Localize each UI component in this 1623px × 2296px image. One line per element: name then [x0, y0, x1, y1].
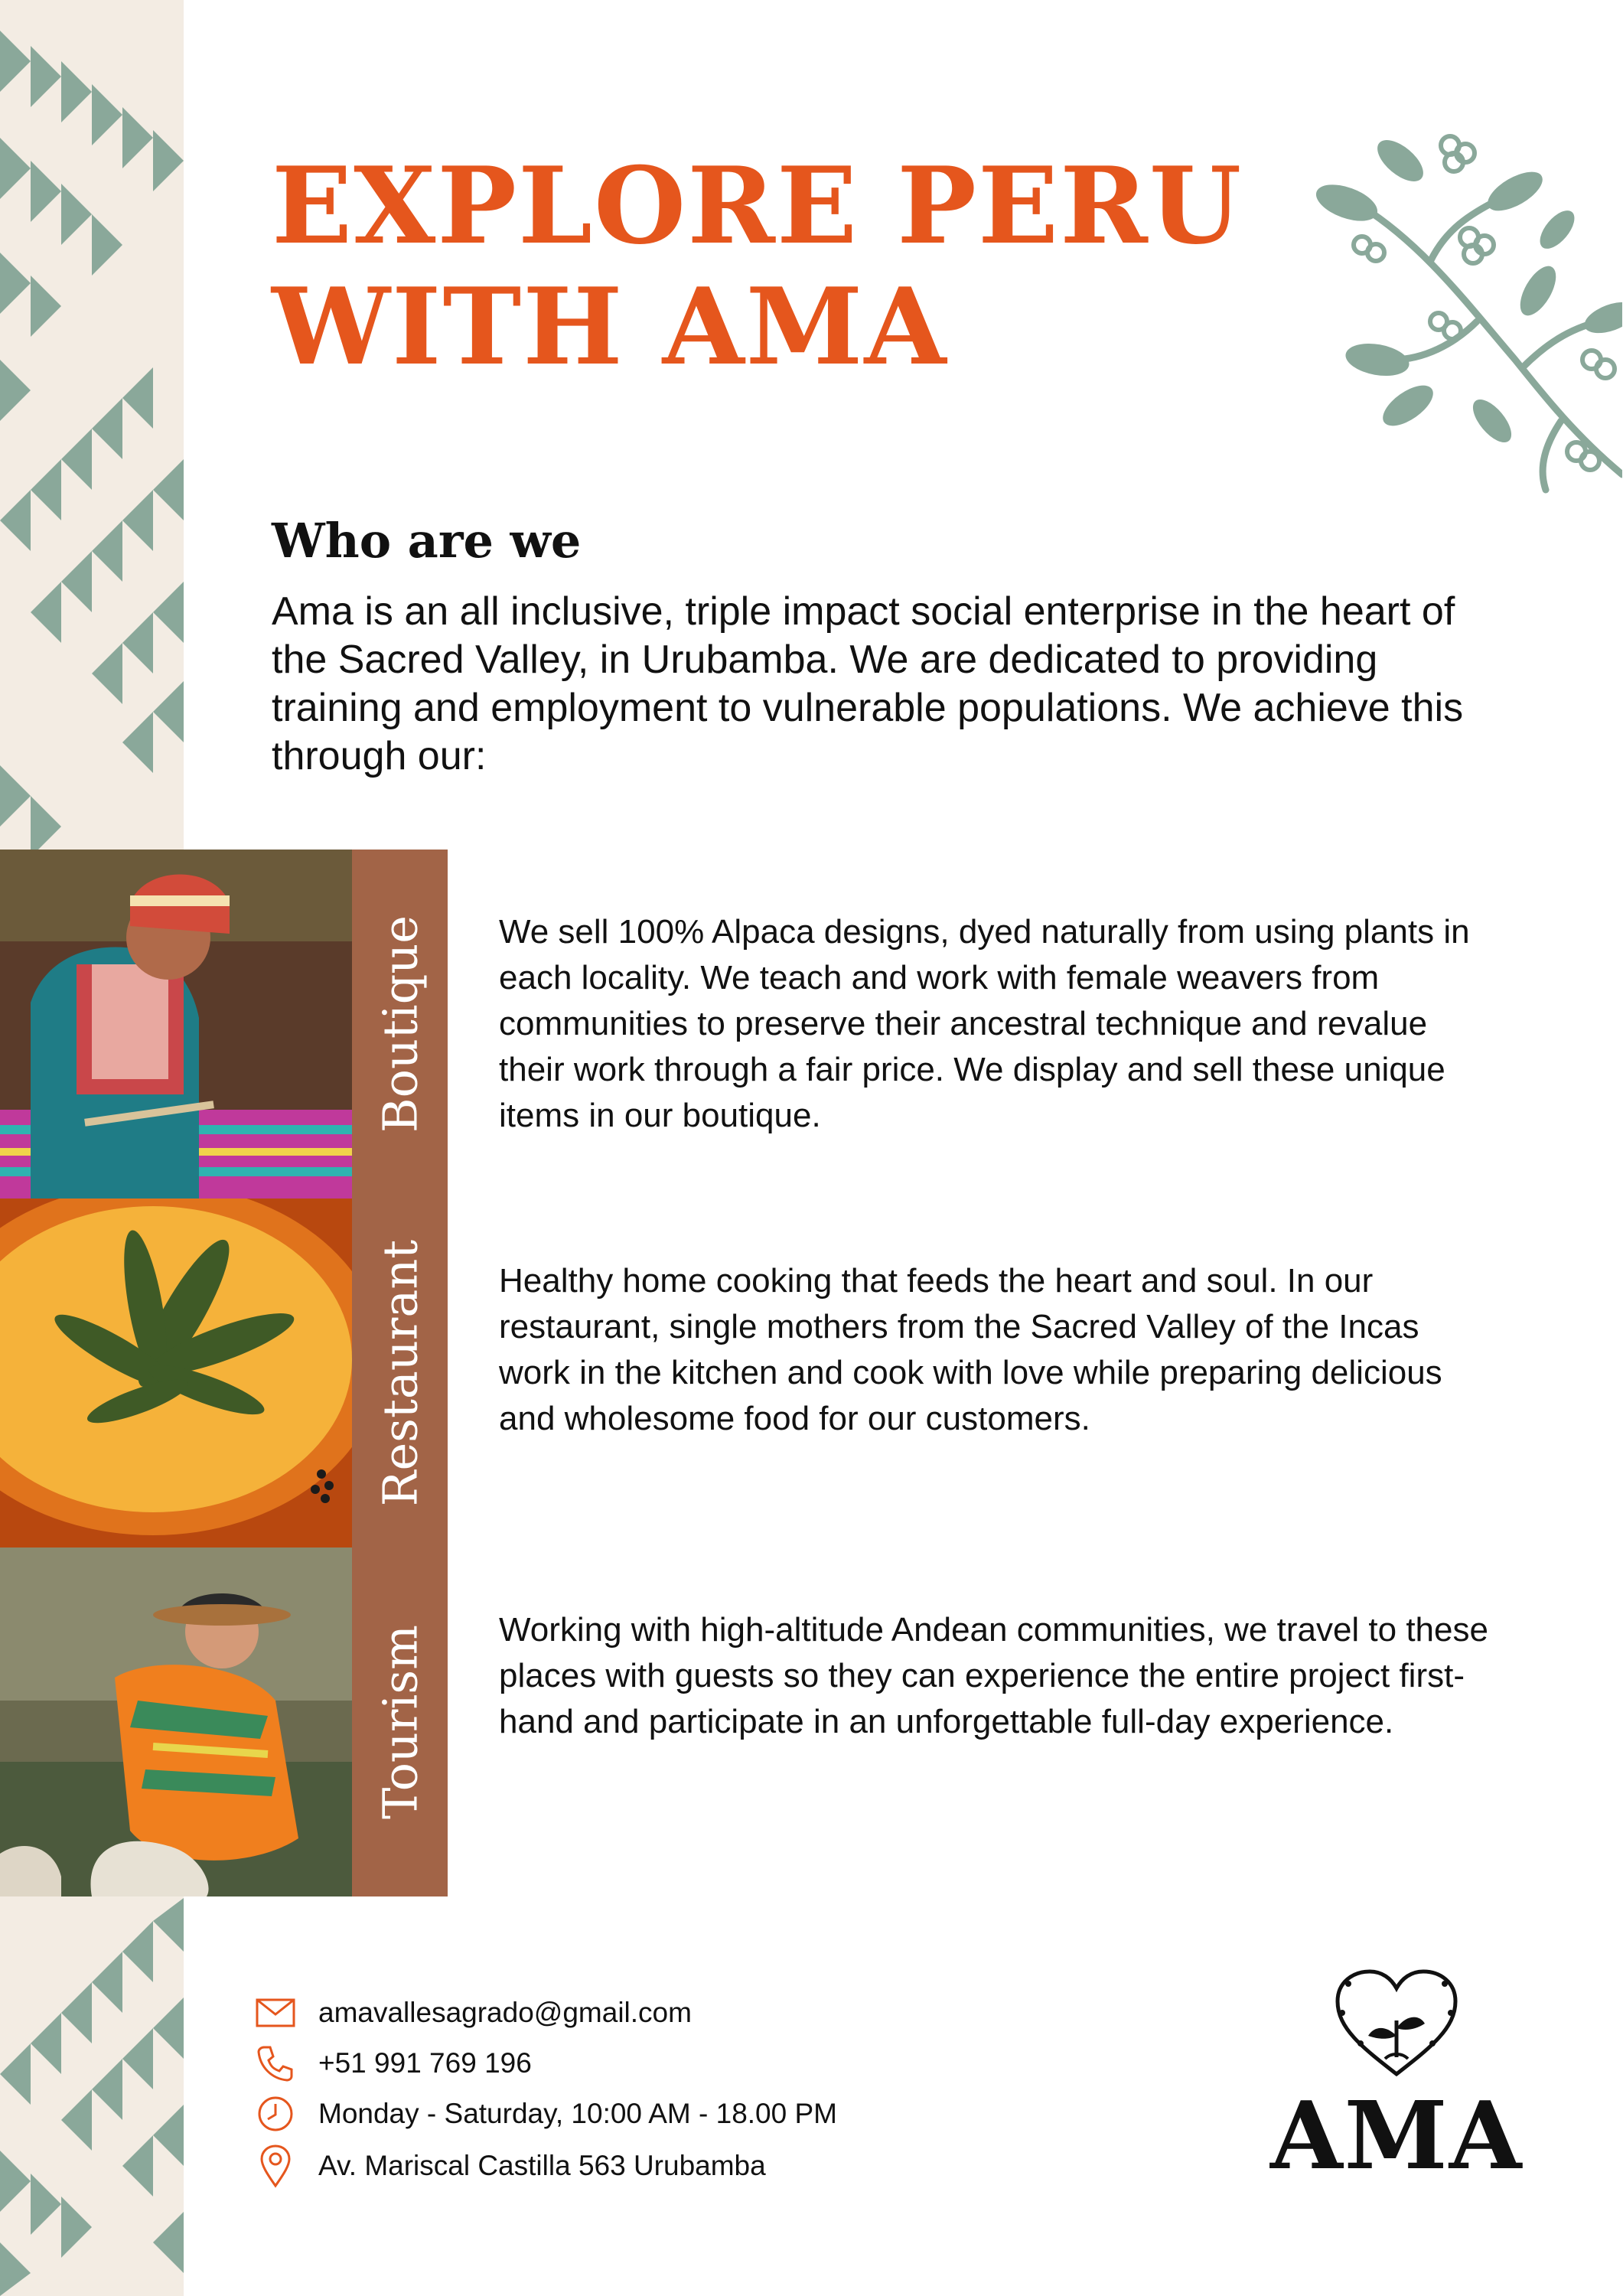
- contact-hours-row: [253, 2091, 837, 2137]
- andean-pattern-top: [0, 0, 184, 857]
- phone-icon: [253, 2040, 298, 2086]
- clock-icon: [253, 2091, 298, 2137]
- andean-pattern-bottom: [0, 1898, 184, 2296]
- service-card-restaurant: [0, 1199, 448, 1548]
- restaurant-label: Restaurant: [372, 1239, 428, 1507]
- title-line-1: EXPLORE PERU: [272, 143, 1243, 268]
- tourism-label: Tourism: [372, 1625, 428, 1819]
- ama-logo: [1270, 1967, 1524, 2190]
- contact-email-row[interactable]: [253, 1990, 692, 2036]
- mail-icon: [253, 1990, 298, 2036]
- tourism-photo: [0, 1548, 352, 1896]
- contact-address[interactable]: Av. Mariscal Castilla 563 Urubamba: [318, 2150, 766, 2181]
- service-card-boutique: [0, 850, 448, 1199]
- restaurant-description: Healthy home cooking that feeds the heart and soul. In our restaurant, single mothers from the Sacred Valley of the Incas work in the kitchen and cook with love while preparing delicious and wholesome food for our customers.: [499, 1262, 1442, 1437]
- about-text: Ama is an all inclusive, triple impact social enterprise in the heart of the Sacred Valley, in Urubamba. We are dedicated to providing training and employment to vulnerable populations. We achieve this through our:: [272, 589, 1464, 778]
- service-card-tourism: [0, 1548, 448, 1896]
- flower-branch-icon: [1316, 130, 1622, 497]
- restaurant-label-band: [352, 1199, 448, 1548]
- tourism-description: Working with high-altitude Andean communities, we travel to these places with guests so they can experience the entire project first-hand and participate in an unforgettable full-day experience.: [499, 1611, 1488, 1740]
- contact-hours: Monday - Saturday, 10:00 AM - 18.00 PM: [318, 2098, 837, 2129]
- boutique-photo: [0, 850, 352, 1199]
- boutique-label-band: [352, 850, 448, 1199]
- contact-phone[interactable]: +51 991 769 196: [318, 2047, 532, 2079]
- boutique-label: Boutique: [372, 915, 428, 1133]
- title-line-2: WITH AMA: [272, 264, 948, 389]
- heart-plant-logo-icon: [1331, 1967, 1462, 2082]
- boutique-description: We sell 100% Alpaca designs, dyed naturally from using plants in each locality. We teach and work with female weavers from communities to preserve their ancestral technique and revalue their work through a fair price. We display and sell these unique items in our boutique.: [499, 913, 1470, 1134]
- logo-text: AMA: [1270, 2080, 1524, 2190]
- about-heading: Who are we: [272, 513, 582, 569]
- contact-phone-row[interactable]: [253, 2040, 532, 2086]
- contact-email[interactable]: amavallesagrado@gmail.com: [318, 1997, 692, 2028]
- restaurant-photo: [0, 1199, 352, 1548]
- contact-address-row[interactable]: [253, 2143, 766, 2189]
- page-title: [272, 145, 1343, 387]
- location-pin-icon: [253, 2143, 298, 2189]
- tourism-label-band: [352, 1548, 448, 1896]
